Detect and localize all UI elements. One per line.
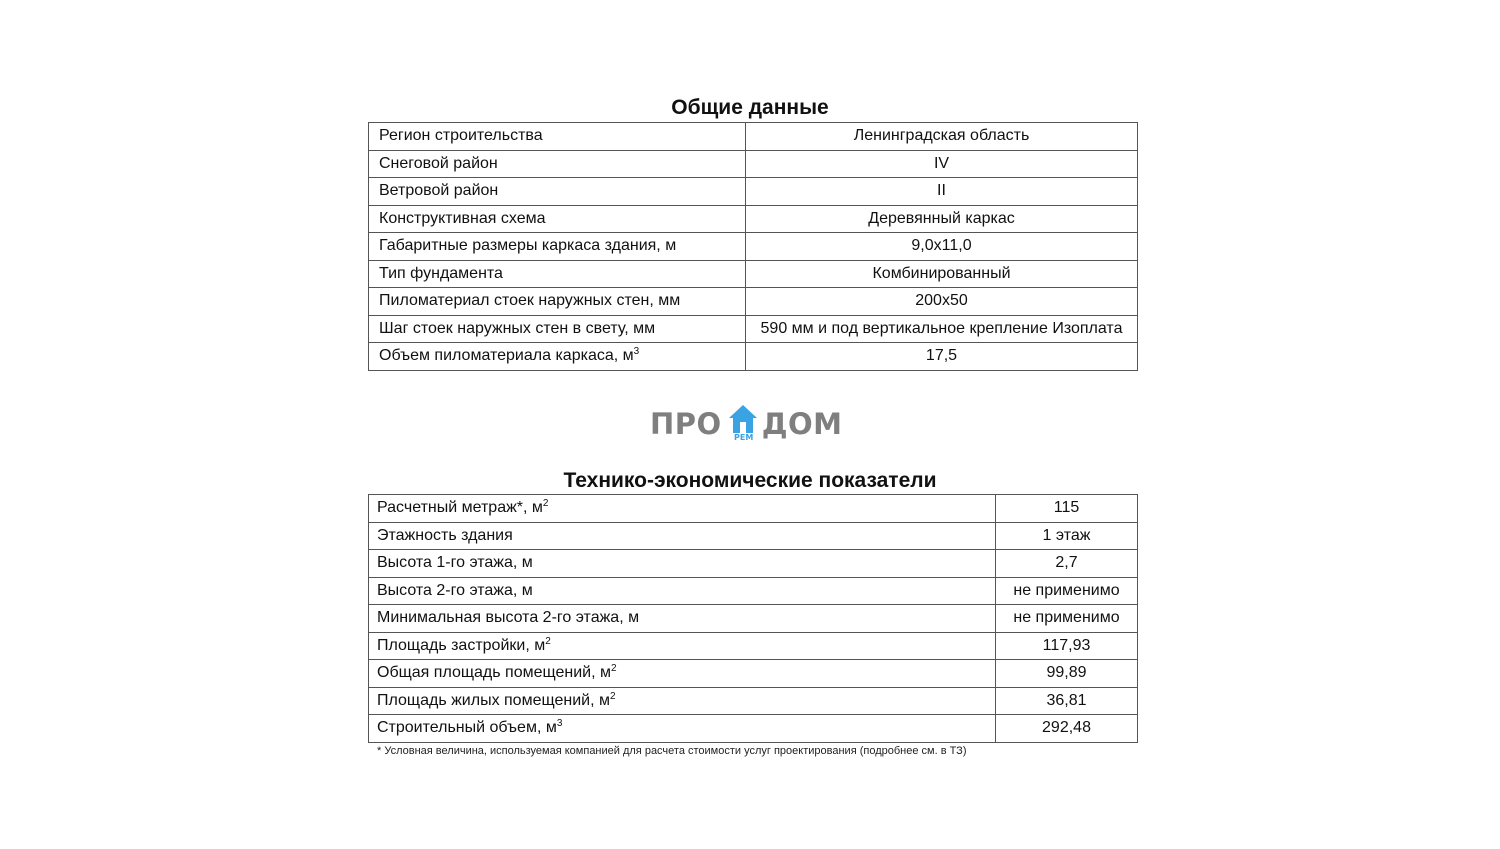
- general-data-title: Общие данные: [671, 96, 829, 119]
- row-label-text: Общая площадь помещений, м: [377, 664, 611, 682]
- unit-superscript: 2: [610, 663, 617, 675]
- row-value: II: [746, 178, 1138, 206]
- table-row: [369, 260, 1138, 288]
- row-label: Минимальная высота 2-го этажа, м: [369, 605, 996, 633]
- tech-indicators-table: [368, 494, 1138, 743]
- row-value: 115: [996, 495, 1138, 523]
- row-label-text: Площадь застройки, м: [377, 636, 546, 654]
- row-label-text: Площадь жилых помещений, м: [377, 691, 610, 709]
- row-value: Деревянный каркас: [746, 205, 1138, 233]
- row-label: Тип фундамента: [369, 260, 746, 288]
- logo-subtext: РЕМ: [734, 433, 754, 442]
- row-value: 9,0х11,0: [746, 233, 1138, 261]
- unit-superscript: 3: [556, 718, 563, 730]
- table-row: [369, 288, 1138, 316]
- row-label: Пиломатериал стоек наружных стен, мм: [369, 288, 746, 316]
- row-value: 292,48: [996, 715, 1138, 743]
- table-row: [369, 605, 1138, 633]
- table-row: [369, 343, 1138, 371]
- row-value: 590 мм и под вертикальное крепление Изоплата: [746, 315, 1138, 343]
- table-row: [369, 687, 1138, 715]
- general-data-table: [368, 122, 1138, 371]
- row-label: Высота 2-го этажа, м: [369, 577, 996, 605]
- row-value: 117,93: [996, 632, 1138, 660]
- row-label-text: Объем пиломатериала каркаса, м: [379, 347, 634, 365]
- table-row: [369, 150, 1138, 178]
- table-row: [369, 522, 1138, 550]
- company-logo: [650, 404, 843, 444]
- row-label: Конструктивная схема: [369, 205, 746, 233]
- row-label-text: Строительный объем, м: [377, 719, 557, 737]
- row-value: 17,5: [746, 343, 1138, 371]
- table-row: [369, 577, 1138, 605]
- table-row: [369, 660, 1138, 688]
- row-value: не применимо: [996, 605, 1138, 633]
- row-label: [369, 343, 746, 371]
- table-row: [369, 315, 1138, 343]
- footnote: * Условная величина, используемая компанией для расчета стоимости услуг проектирования (подробнее см. в ТЗ): [377, 745, 967, 757]
- logo-text-left: ПРО: [650, 407, 722, 441]
- table-row: [369, 205, 1138, 233]
- row-label: [369, 715, 996, 743]
- row-label: Ветровой район: [369, 178, 746, 206]
- tech-indicators-title: Технико-экономические показатели: [563, 469, 937, 492]
- logo-text-right: ДОМ: [761, 407, 843, 441]
- row-value: 2,7: [996, 550, 1138, 578]
- house-icon: [726, 404, 760, 444]
- row-value: не применимо: [996, 577, 1138, 605]
- row-label: [369, 632, 996, 660]
- row-value: Комбинированный: [746, 260, 1138, 288]
- row-label: Этажность здания: [369, 522, 996, 550]
- unit-superscript: 2: [542, 498, 549, 510]
- row-value: 36,81: [996, 687, 1138, 715]
- row-label-text: Расчетный метраж*, м: [377, 499, 543, 517]
- row-label: [369, 495, 996, 523]
- row-label: Снеговой район: [369, 150, 746, 178]
- row-label: Шаг стоек наружных стен в свету, мм: [369, 315, 746, 343]
- table-row: [369, 550, 1138, 578]
- row-value: 99,89: [996, 660, 1138, 688]
- table-row: [369, 233, 1138, 261]
- table-row: [369, 178, 1138, 206]
- row-label: Высота 1-го этажа, м: [369, 550, 996, 578]
- table-row: [369, 123, 1138, 151]
- row-value: 200х50: [746, 288, 1138, 316]
- row-label: Регион строительства: [369, 123, 746, 151]
- row-value: 1 этаж: [996, 522, 1138, 550]
- unit-superscript: 3: [633, 346, 640, 358]
- unit-superscript: 2: [609, 690, 616, 702]
- table-row: [369, 715, 1138, 743]
- row-value: IV: [746, 150, 1138, 178]
- row-label: [369, 687, 996, 715]
- unit-superscript: 2: [545, 635, 551, 647]
- table-row: [369, 632, 1138, 660]
- row-label: Габаритные размеры каркаса здания, м: [369, 233, 746, 261]
- row-label: [369, 660, 996, 688]
- row-value: Ленинградская область: [746, 123, 1138, 151]
- table-row: [369, 495, 1138, 523]
